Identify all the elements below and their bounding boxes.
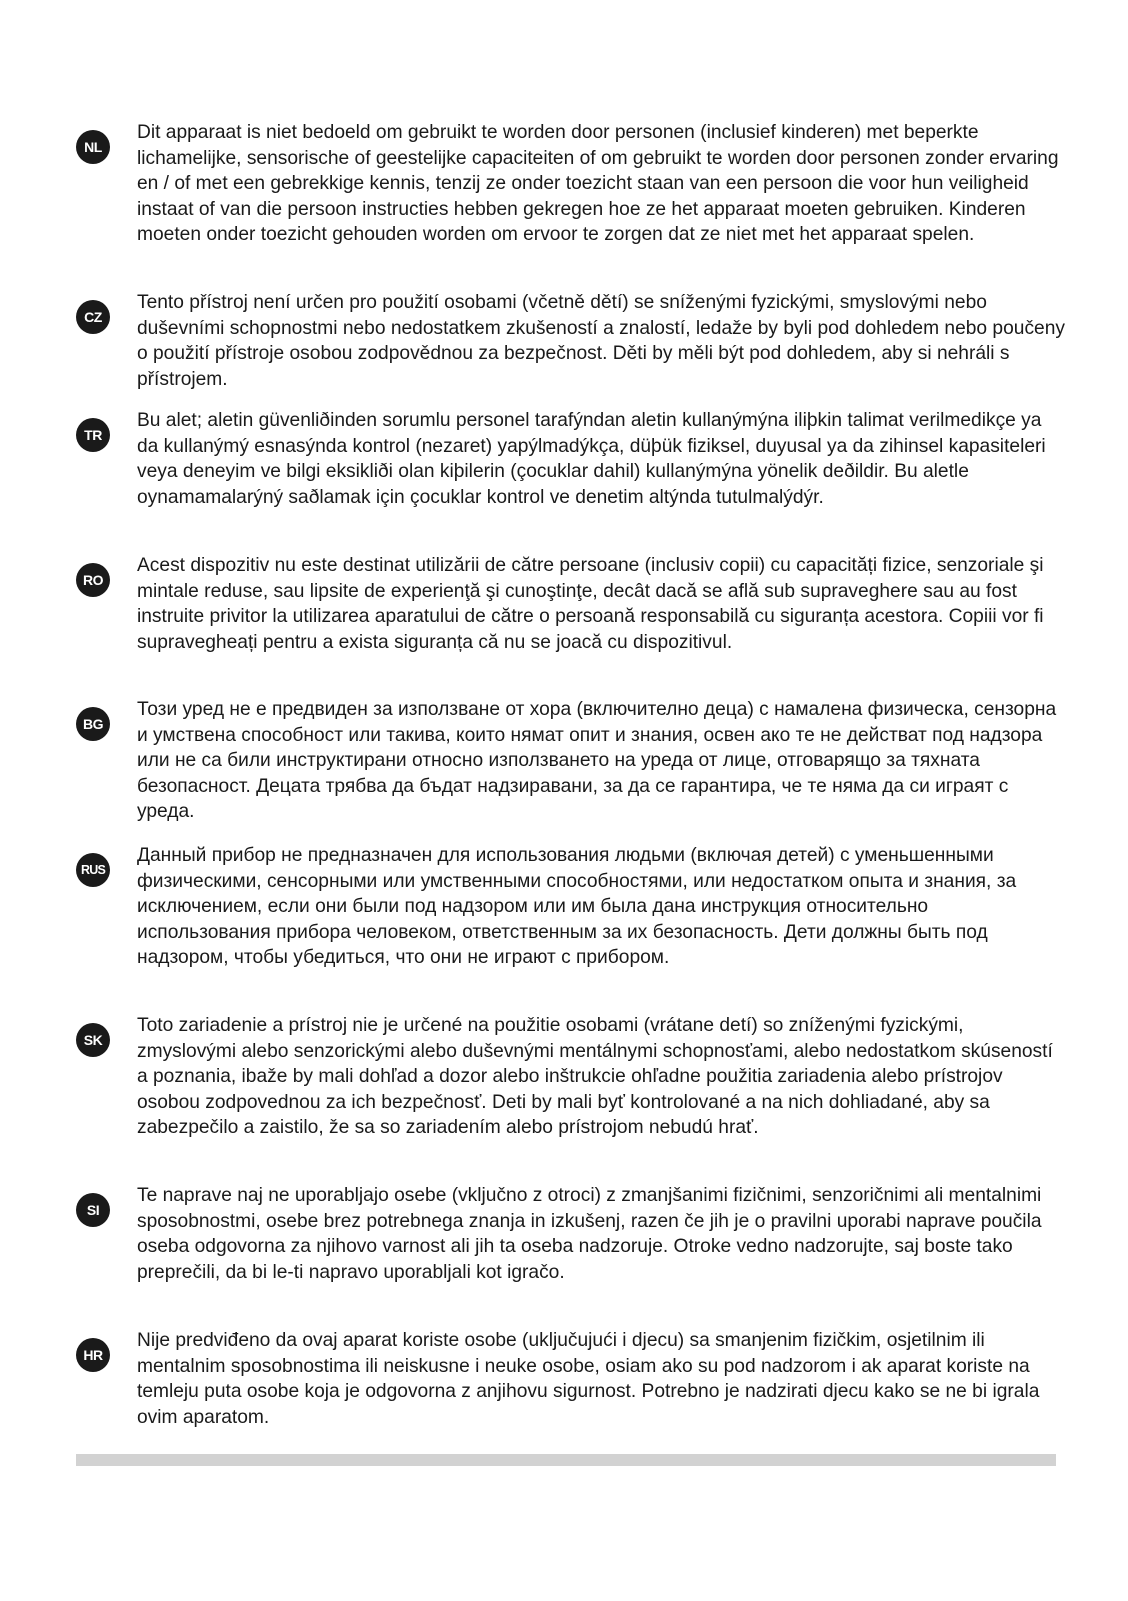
warning-text-bg: Този уред не е предвиден за използване от хора (включително деца) с намалена физическа, сензорна и умствена способност или такива, които нямат опит и знания, освен ако те не действат под надзора или не са били инструктирани относно използването на уреда от лице, отговарящо за тяхната безопасност. Децата трябва да бъдат надзиравани, за да се гарантира, че те няма да си играят с уреда. xyxy=(137,699,1057,822)
language-badge-si: SI xyxy=(76,1193,110,1227)
language-badge-rus: RUS xyxy=(76,853,110,887)
language-badge-bg: BG xyxy=(76,707,110,741)
language-badge-cz: CZ xyxy=(76,300,110,334)
language-badge-sk: SK xyxy=(76,1023,110,1057)
warning-text-hr: Nije predviđeno da ovaj aparat koriste osobe (uključujući i djecu) sa smanjenim fizičkim, osjetilnim ili mentalnim sposobnostima ili neiskusne i neuke osobe, osiam ako su pod nadzorom i ak aparat koriste na temleju puta osobe koja je odgovorna z anjihovu sigurnost. Potrebno je nadzirati djecu kako se ne bi igrala ovim aparatom. xyxy=(137,1330,1040,1428)
warning-text-tr: Bu alet; aletin güvenliðinden sorumlu personel tarafýndan aletin kullanýmýna iliþkin talimat verilmedikçe ya da kullanýmý esnasýnda kontrol (nezaret) yapýlmadýkça, düþük fiziksel, duyusal ya da zihinsel kapasiteleri veya deneyim ve bilgi eksikliði olan kiþilerin (çocuklar dahil) kullanýmýna yönelik deðildir. Bu aletle oynamamalarýný saðlamak için çocuklar kontrol ve denetim altýnda tutulmalýdýr. xyxy=(137,410,1046,508)
warning-text-sk: Toto zariadenie a prístroj nie je určené na použitie osobami (vrátane detí) so zníženými fyzickými, zmyslovými alebo senzorickými alebo duševnými mentálnymi schopnosťami, alebo nedostatkom skúseností a poznania, ibaže by mali dohľad a dozor alebo inštrukcie ohľadne použitia zariadenia alebo prístrojov osobou zodpovednou za ich bezpečnosť. Deti by mali byť kontrolované a na nich dohliadané, aby sa zabezpečilo a zaistilo, že sa so zariadením alebo prístrojom nebudú hrať. xyxy=(137,1015,1053,1138)
language-badge-tr: TR xyxy=(76,418,110,452)
language-badge-nl: NL xyxy=(76,130,110,164)
warning-text-si: Te naprave naj ne uporabljajo osebe (vključno z otroci) z zmanjšanimi fizičnimi, senzoričnimi ali mentalnimi sposobnostmi, osebe brez potrebnega znanja in izkušenj, razen če jih je o pravilni uporabi naprave poučila oseba odgovorna za njihovo varnost ali jih ta oseba nadzoruje. Otroke vedno nadzorujte, saj boste tako preprečili, da bi le-ti napravo uporabljali kot igračo. xyxy=(137,1185,1042,1283)
divider-bar xyxy=(76,1454,1056,1466)
warning-text-cz: Tento přístroj není určen pro použití osobami (včetně dětí) se sníženými fyzickými, smyslovými nebo duševními schopnostmi nebo nedostatkem zkušeností a znalostí, ledaže by byli pod dohledem nebo poučeny o použití přístroje osobou zodpovědnou za bezpečnost. Děti by měli být pod dohledem, aby si nehráli s přístrojem. xyxy=(137,292,1065,390)
language-badge-ro: RO xyxy=(76,563,110,597)
warning-text-nl: Dit apparaat is niet bedoeld om gebruikt te worden door personen (inclusief kinderen) met beperkte lichamelijke, sensorische of geestelijke capaciteiten of om gebruikt te worden door personen zonder ervaring en / of met een gebrekkige kennis, tenzij ze onder toezicht staan van een persoon die voor hun veiligheid instaat of van die persoon instructies hebben gekregen hoe ze het apparaat moeten gebruiken. Kinderen moeten onder toezicht gehouden worden om ervoor te zorgen dat ze niet met het apparaat spelen. xyxy=(137,122,1059,245)
warning-text-ro: Acest dispozitiv nu este destinat utilizării de către persoane (inclusiv copii) cu capacități fizice, senzoriale şi mintale reduse, sau lipsite de experienţă şi cunoştinţe, decât dacă se află sub supraveghere sau au fost instruite privitor la utilizarea aparatului de către o persoană responsabilă cu siguranța acestora. Copiii vor fi supravegheați pentru a exista siguranța că nu se joacă cu dispozitivul. xyxy=(137,555,1044,653)
warning-text-rus: Данный прибор не предназначен для использования людьми (включая детей) с уменьшенными физическими, сенсорными или умственными способностями, или недостатком опыта и знания, за исключением, если они были под надзором или им была дана инструкция относительно использования прибора человеком, ответственным за их безопасность. Дети должны быть под надзором, чтобы убедиться, что они не играют с прибором. xyxy=(137,845,1017,968)
language-badge-hr: HR xyxy=(76,1338,110,1372)
